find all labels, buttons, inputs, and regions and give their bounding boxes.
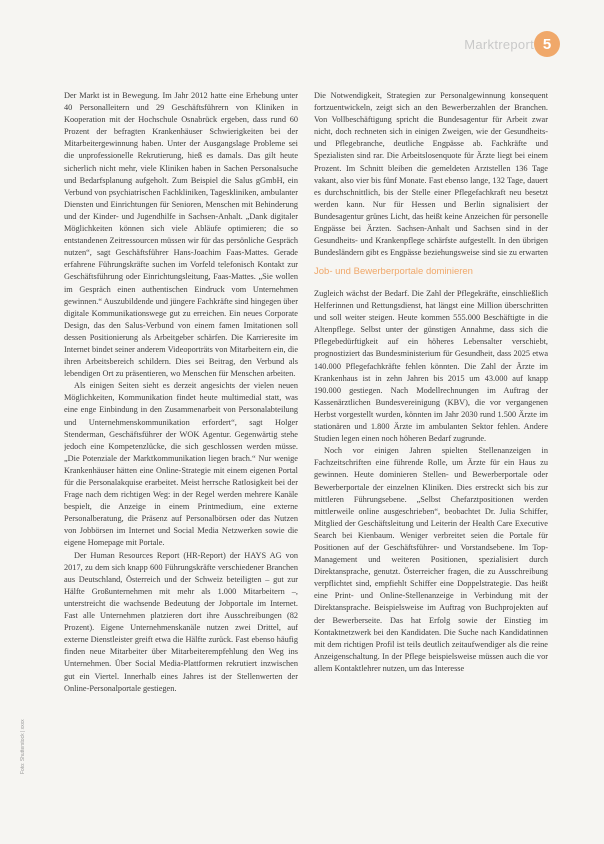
intro-block [314,90,548,258]
paragraph: Als einigen Seiten sieht es derzeit angesichts der vielen neuen Möglichkeiten, Kommunikation findet heute multimedial statt, was eine enge Einbindung in den Zusammenarbeit von Personalabteilung und Unternehmenskommunikation erfordert“, sagt Holger Stenderman, Geschäftsführer der WOK Agentur. Gegenwärtig stehe jedoch eine Kompetenzlücke, die sich geschlossen werden müsse. „Die Potenziale der Marktkommunikation liegen brach.“ Nur wenige Krankenhäuser hätten eine Online-Strategie mit einem eigenen Portal für die Personalakquise erarbeitet. Meist herrsche Ratlosigkeit bei der Frage nach dem richtigen Weg: in der Regel werden mehrere Kanäle bespielt, die Anzeige in einem Printmedium, eine externe Personalberatung, die Präsenz auf Personalbörsen oder das Nutzen von Jobbörsen im Internet und Social Media Netzwerken sowie die eigene Homepage mit Portale. [64,381,298,548]
paragraph: Der Human Resources Report (HR-Report) der HAYS AG von 2017, zu dem sich knapp 600 Führungskräfte verschiedener Branchen aus Deutschland, Österreich und der Schweiz beteiligten – gut zur Hälfte Großunternehmen mit mehr als 1.000 Mitarbeitern –, unterstreicht die wachsende Bedeutung der Jobportale im Internet. Fast alle Unternehmen platzieren dort ihre Ausschreibungen (82 Prozent). Eigene Unternehmenskanäle nutzen zwei Drittel, auf externe Dienstleister greift etwa die Hälfte zurück. Fast ebenso häufig finden neue Mitarbeiter über Mitarbeiterempfehlung den Weg ins Unternehmen. Über Social Media-Plattformen rekrutiert inzwischen gut ein Viertel. Innerhalb eines Jahres ist der Stellenwerten der Online-Personalportale gestiegen. [64,550,298,693]
photo-credit: Foto: Shutterstock | xxxx [20,719,26,774]
paragraph: Die Notwendigkeit, Strategien zur Personalgewinnung konsequent fortzuentwickeln, zeigt sich an den Bewerberzahlen der Branchen. Von Vollbeschäftigung spricht die Bundesagentur für Arbeit zwar nicht, doch rechneten sich in einigen Zweigen, wie der Gesundheits- und Pflegebranche, deutliche Engpässe ab. Fachkräfte und Spezialisten sind rar. Die Arbeitslosenquote für Ärzte liegt bei einem Prozent. Im Schnitt bleiben die gemeldeten Arztstellen 136 Tage vakant, also vier bis fünf Monate. Fast ebenso lange, 132 Tage, dauert es durchschnittlich, bis der Stelle einer Pflegefachkraft neu besetzt werden kann. Nur für Hessen und Berlin signalisiert der Bundesagentur grünes Licht, das heißt keine Anzeichen für personelle Engpässe bei Ärzten. Sachsen-Anhalt und Sachsen sind in der Gesundheits- und Krankenpflege schärfste aufgestellt. In den übrigen Bundesländern gibt es Engpässe beziehungsweise sind sie zu erwarten [314,91,548,258]
paragraph: Zugleich wächst der Bedarf. Die Zahl der Pflegekräfte, einschließlich Helferinnen und Rettungsdienst, hat längst eine Million überschritten und soll weiter steigen. Heute kommen 555.000 Beschäftigte in die Altenpflege. Selbst unter der günstigen Annahme, dass sich die Pflegebedürftigkeit auf ein höheres Lebensalter verschiebt, prognostiziert das Bundesministerium für Gesundheit, dass 2025 etwa 140.000 Pflegefachkräfte fehlen könnten. Die Zahl der Ärzte im Krankenhaus ist in zehn Jahren bis 2015 um 43.000 auf knapp 190.000 gestiegen. Nach Modellrechnungen im Auftrag der Kassenärztlichen Bundesvereinigung (KBV), die vor vergangenen Herbst vorgestellt wurden, könnten im Jahr 2030 rund 1.500 Ärzte im stationären und 1.800 Ärzte im ambulanten Sektor fehlen. Andere Studien legen einen noch höheren Bedarf zugrunde. [314,289,548,444]
section-heading: Job- und Bewerberportale dominieren [314,266,473,277]
page-number-badge: 5 [534,31,560,57]
paragraph: Der Markt ist in Bewegung. Im Jahr 2012 hatte eine Erhebung unter 40 Personalleitern und 29 Geschäftsführern von Kliniken in Kooperation mit der Hochschule Osnabrück ergeben, dass rund 60 Prozent der befragten Krankenhäuser Schwierigkeiten bei der Mitarbeitergewinnung haben. Unter der Ausgangslage Probleme sei die unprofessionelle Rekrutierung, hieß es damals. Das gilt heute sicherlich nicht mehr, viele Kliniken haben in Sachen Personalsuche und Bedarfsplanung aufgeholt. Zum Beispiel die Salus gGmbH, ein Verbund von psychiatrischen Fachkliniken, Tageskliniken, ambulanter Diensten und Einrichtungen für Senioren, Menschen mit Behinderung und der Kinder- und Jugendhilfe in Sachsen-Anhalt. „Dank digitaler Möglichkeiten können sich viele Abläufe optimieren; die so entstandenen Zeitressourcen müssen wir für das persönliche Gespräch nutzen“, sagt Geschäftsführer Hans-Joachim Faas-Mattes. Gerade erfahrene Führungskräfte suchen im Vorfeld telefonisch Kontakt zur Geschäftsführung oder Einrichtungsleitung, Faas-Mattes. „Sie wollen im Gespräch einen authentischen Eindruck vom Unternehmen gewinnen.“ Auszubildende und jüngere Fachkräfte sind hingegen über digitale Kommunikationswege gut zu erreichen. Ein neues Corporate Design, das den Salus-Verbund von einem famen Imitationen soll dessen Positionierung als Arbeitgeber schärfen. Die Karrieresite im Internet bindet seiner anderem Videoporträts von Mitarbeitern ein, die ihren Arbeitsbereich schildern. Dies sei Beitrag, den Verbund als lebendigen Ort zu präsentieren, wo Menschen für Menschen arbeiten. [64,91,298,379]
left-column [64,90,298,830]
section-label: Marktreport [464,37,534,52]
paragraph: Noch vor einigen Jahren spielten Stellenanzeigen in Fachzeitschriften eine führende Rolle, um Ärzte für ein Haus zu gewinnen. Heute dominieren Stellen- und Bewerberportale oder Bewerberportale der einzelnen Kliniken. Dies erstreckt sich bis zur mittleren Führungsebene. „Selbst Chefarztpositionen werden mittlerweile online ausgeschrieben“, beobachtet Dr. Julia Schiffer, Mitglied der Geschäftsleitung und Leiterin der Health Care Executive Search bei Kienbaum. Weniger verbreitet seien die Portale für Positionen auf der Geschäftsführer- und Vorstandsebene. Im Top-Management und weiteren Positionen, spezialisiert durch Direktansprache, genutzt. Österreicher fragen, die zu Ausschreibung verpflichtet sind, empfiehlt Schiffer eine Doppelstrategie. Das heißt eine Print- und Online-Stellenanzeige in Verbindung mit der Direktansprache. Beispielsweise im Auftrag von Buchprojekten auf der Bewerberseite. Das hat Erfolg sowie der Einstieg im Kontaktnetzwerk bei den Kandidaten. Die Suche nach Kandidatinnen mit dem richtigen Profil ist teils deutlich zeitaufwendiger als die reine Anzeigenschaltung. In der Pflege beispielsweise müssen auch die vor allem Kontaktlehrer nutzen, um das Interesse [314,446,548,673]
right-column [314,90,548,830]
